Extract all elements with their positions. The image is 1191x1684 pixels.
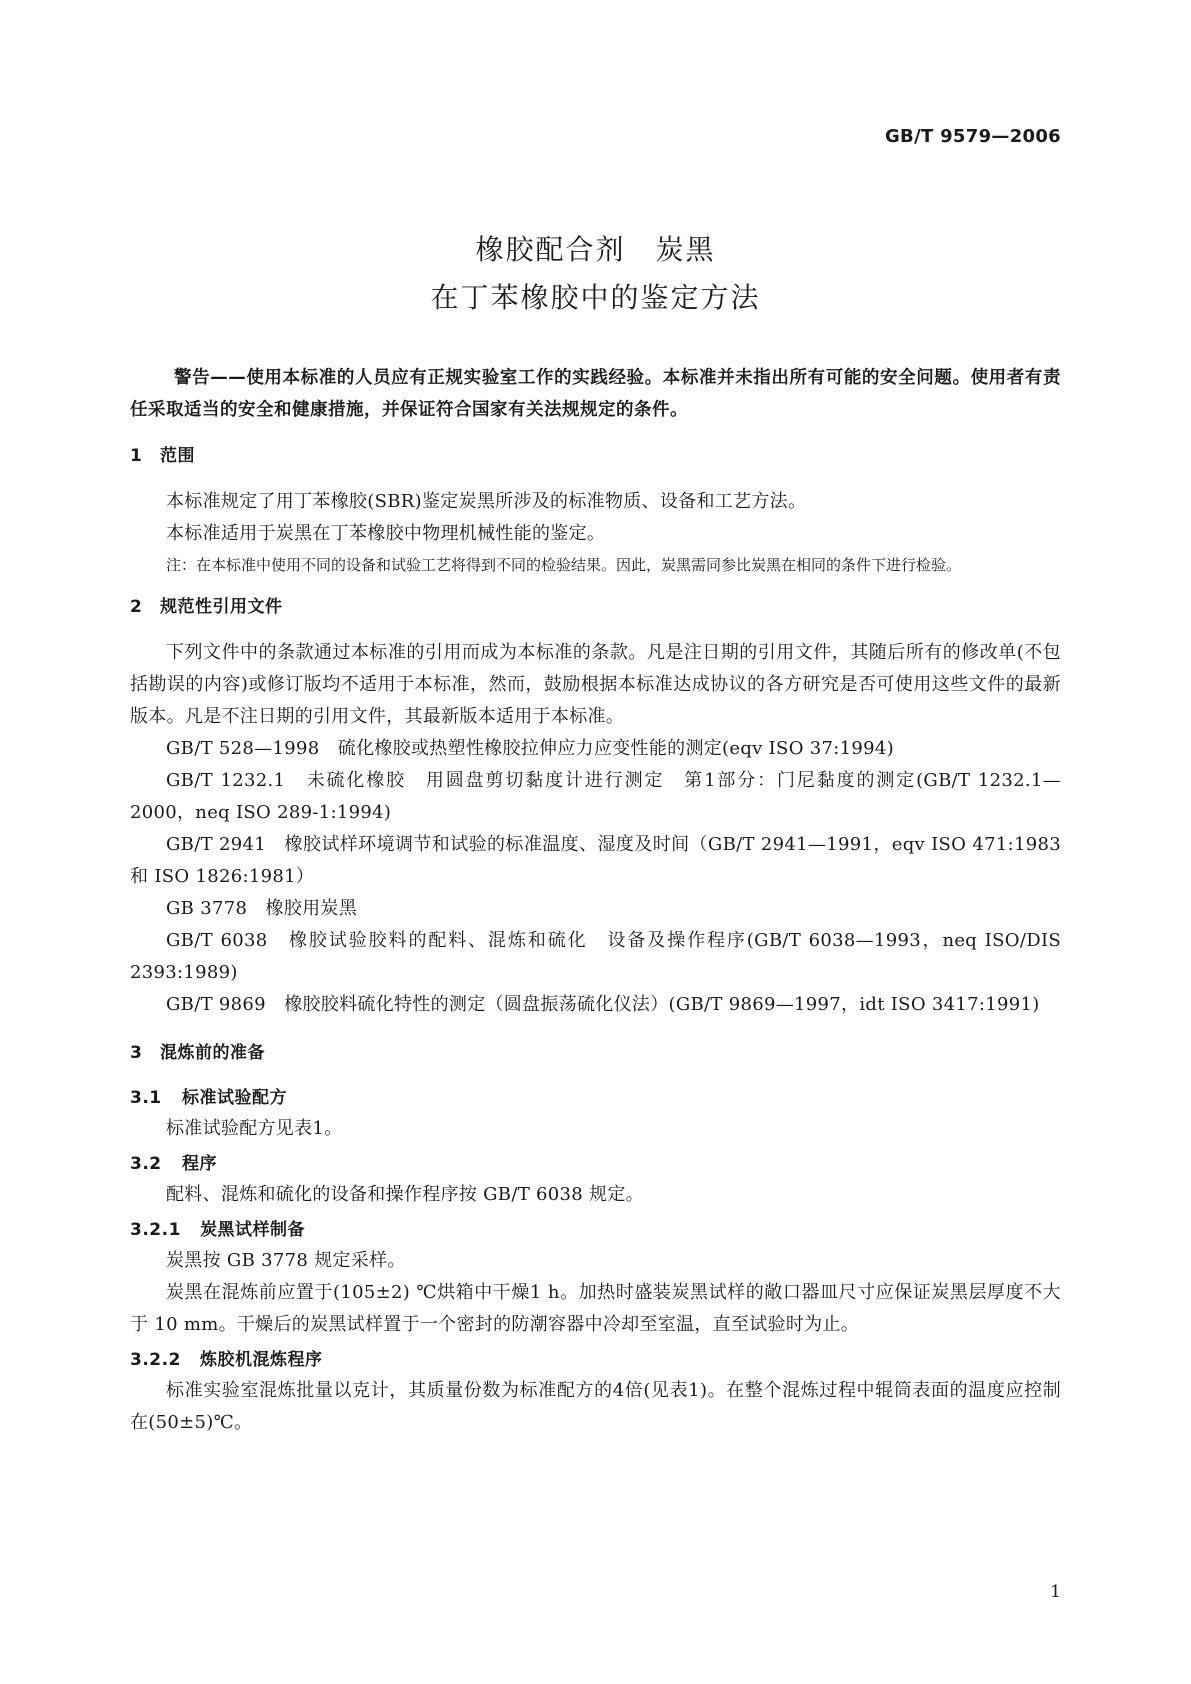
document-title-line-2: 在丁苯橡胶中的鉴定方法 <box>430 281 761 314</box>
section-number: 1 <box>130 446 143 466</box>
section-1-heading <box>130 438 1061 474</box>
section-title: 规范性引用文件 <box>160 597 283 617</box>
note-text: 注：在本标准中使用不同的设备和试验工艺将得到不同的检验结果。因此，炭黑需同参比炭黑在相同的条件下进行检验。 <box>166 556 962 574</box>
subsection-3-1-heading <box>130 1083 1061 1113</box>
subsection-number: 3.2.1 <box>130 1220 181 1240</box>
standard-code: GB/T 9579—2006 <box>884 126 1061 147</box>
subsection-3-2-heading <box>130 1149 1061 1179</box>
section-number: 2 <box>130 597 143 617</box>
document-title-line-1: 橡胶配合剂 炭黑 <box>475 233 716 266</box>
page-number: 1 <box>1050 1582 1061 1602</box>
safety-warning: 警告——使用本标准的人员应有正规实验室工作的实践经验。本标准并未指出所有可能的安全问题。使用者有责任采取适当的安全和健康措施，并保证符合国家有关法规规定的条件。 <box>130 368 1061 420</box>
reference-list <box>130 733 1061 1021</box>
reference-item: GB/T 9869 橡胶胶料硫化特性的测定（圆盘振荡硫化仪法）(GB/T 9869—1997，idt ISO 3417:1991) <box>166 994 1040 1015</box>
subsection-number: 3.2 <box>130 1154 162 1174</box>
subsection-3-2-text: 配料、混炼和硫化的设备和操作程序按 GB/T 6038 规定。 <box>166 1184 644 1205</box>
section-title: 范围 <box>160 446 195 466</box>
section-2-heading <box>130 589 1061 625</box>
subsection-title: 炼胶机混炼程序 <box>200 1350 323 1370</box>
subsection-title: 标准试验配方 <box>182 1088 287 1108</box>
subsection-number: 3.2.2 <box>130 1350 181 1370</box>
references-intro: 下列文件中的条款通过本标准的引用而成为本标准的条款。凡是注日期的引用文件，其随后所有的修改单(不包括勘误的内容)或修订版均不适用于本标准，然而，鼓励根据本标准达成协议的各方研究是否可使用这些文件的最新版本。凡是不注日期的引用文件，其最新版本适用于本标准。 <box>130 642 1061 727</box>
section-title: 混炼前的准备 <box>160 1043 265 1063</box>
document-body <box>130 362 1061 1439</box>
subsection-3-2-1-text-1: 炭黑按 GB 3778 规定采样。 <box>166 1250 406 1271</box>
subsection-number: 3.1 <box>130 1088 162 1108</box>
reference-item: GB/T 6038 橡胶试验胶料的配料、混炼和硫化 设备及操作程序(GB/T 6038—1993，neq ISO/DIS 2393:1989) <box>130 930 1061 983</box>
subsection-title: 程序 <box>182 1154 217 1174</box>
scope-paragraph-1: 本标准规定了用丁苯橡胶(SBR)鉴定炭黑所涉及的标准物质、设备和工艺方法。 <box>166 491 807 512</box>
reference-item: GB/T 528—1998 硫化橡胶或热塑性橡胶拉伸应力应变性能的测定(eqv ISO 37:1994) <box>166 738 894 759</box>
subsection-3-1-text: 标准试验配方见表1。 <box>166 1118 343 1139</box>
subsection-3-2-2-text: 标准实验室混炼批量以克计，其质量份数为标准配方的4倍(见表1)。在整个混炼过程中辊筒表面的温度应控制在(50±5)℃。 <box>130 1380 1061 1433</box>
reference-item: GB/T 1232.1 未硫化橡胶 用圆盘剪切黏度计进行测定 第1部分：门尼黏度的测定(GB/T 1232.1—2000，neq ISO 289-1:1994) <box>130 770 1061 823</box>
subsection-3-2-2-heading <box>130 1345 1061 1375</box>
subsection-3-2-1-text-2: 炭黑在混炼前应置于(105±2) ℃烘箱中干燥1 h。加热时盛装炭黑试样的敞口器皿尺寸应保证炭黑层厚度不大于 10 mm。干燥后的炭黑试样置于一个密封的防潮容器中冷却至室温，直至试验时为止。 <box>130 1282 1061 1335</box>
scope-note <box>130 552 1061 579</box>
section-3-heading <box>130 1035 1061 1071</box>
scope-paragraph-2: 本标准适用于炭黑在丁苯橡胶中物理机械性能的鉴定。 <box>166 523 606 544</box>
subsection-3-2-1-heading <box>130 1215 1061 1245</box>
reference-item: GB/T 2941 橡胶试样环境调节和试验的标准温度、湿度及时间（GB/T 2941—1991，eqv ISO 471:1983和 ISO 1826:1981） <box>130 834 1061 887</box>
reference-item: GB 3778 橡胶用炭黑 <box>166 898 358 919</box>
subsection-title: 炭黑试样制备 <box>200 1220 305 1240</box>
section-number: 3 <box>130 1043 143 1063</box>
